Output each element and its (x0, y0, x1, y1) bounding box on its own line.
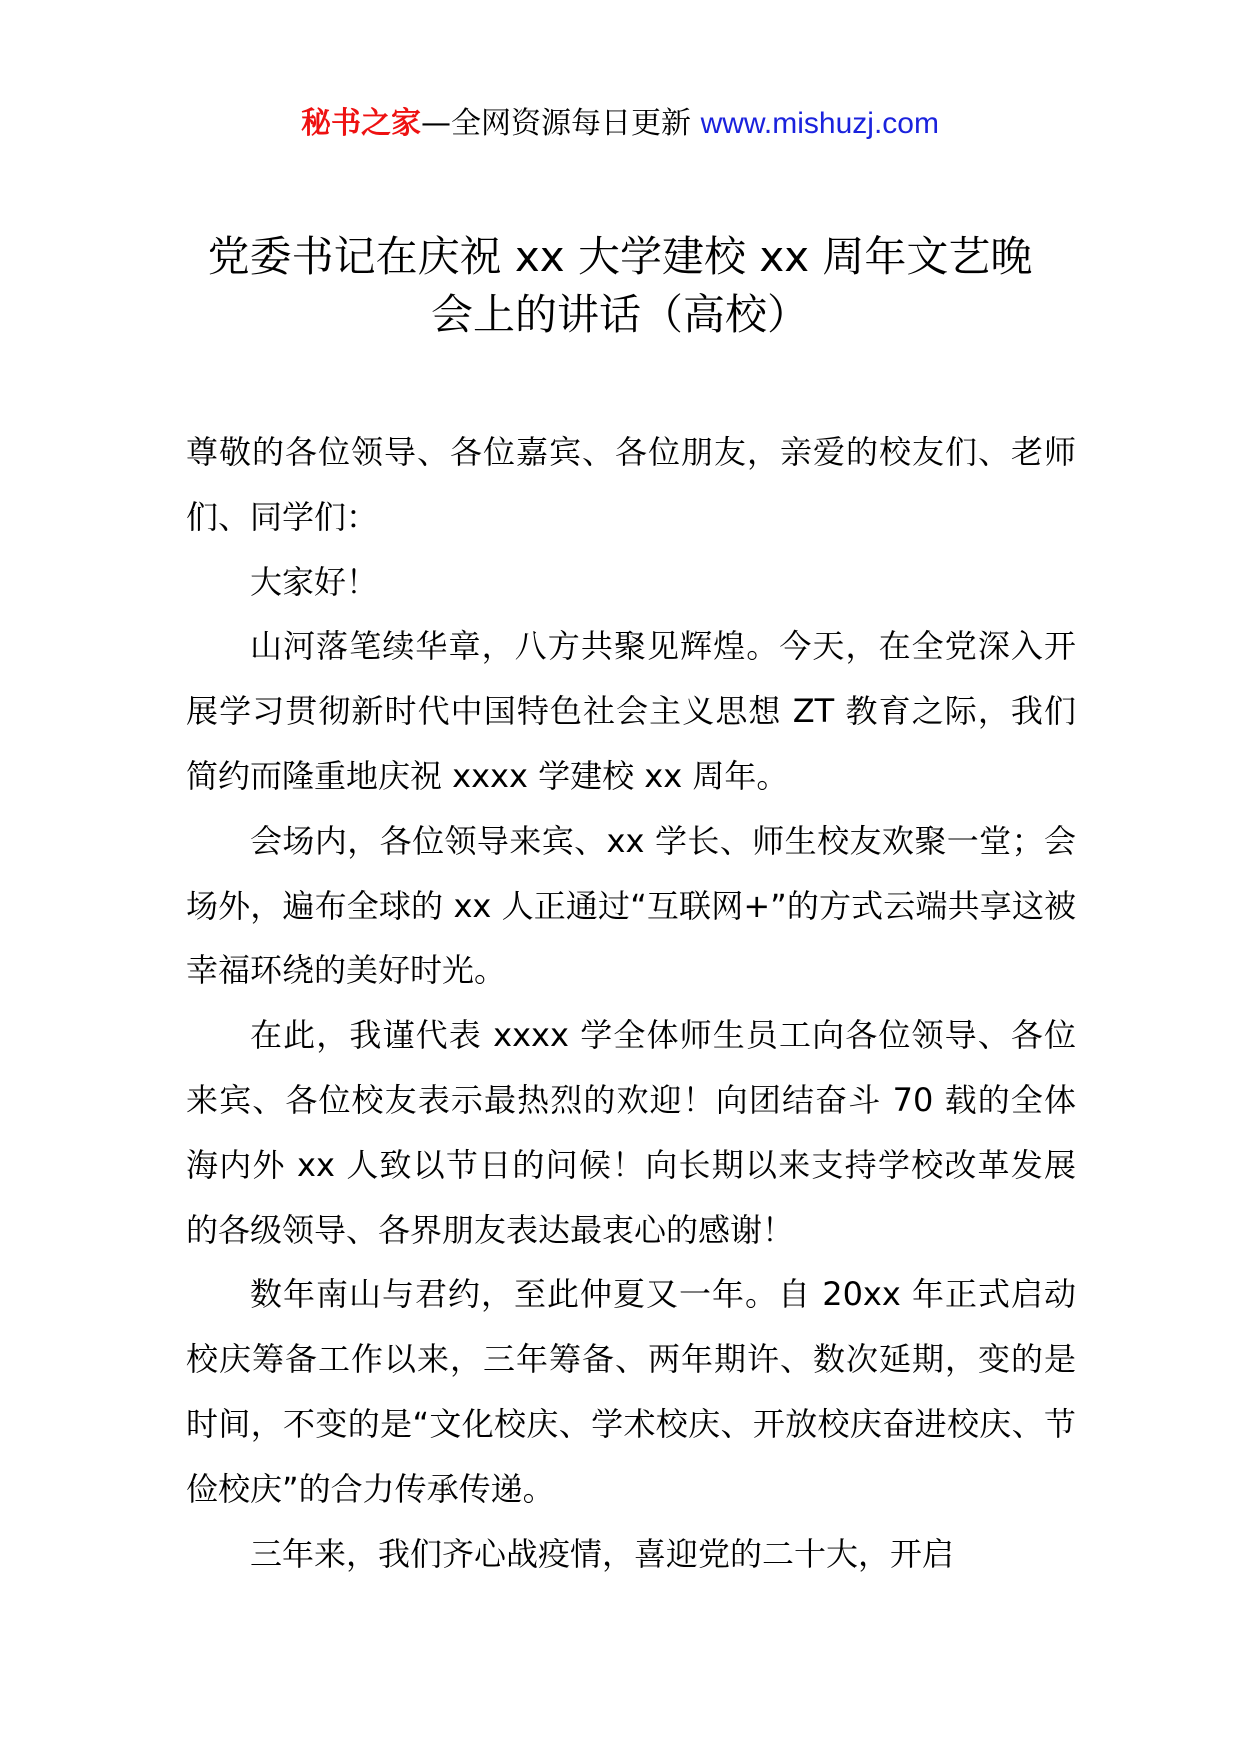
body-paragraph: 山河落笔续华章，八方共聚见辉煌。今天，在全党深入开展学习贯彻新时代中国特色社会主义思想 ZT 教育之际，我们简约而隆重地庆祝 xxxx 学建校 xx 周年。 (186, 627, 1076, 795)
body-paragraph: 三年来，我们齐心战疫情，喜迎党的二十大，开启 (250, 1534, 955, 1573)
site-header (0, 100, 1240, 148)
brand-name: 秘书之家 (301, 106, 422, 141)
body-paragraph: 在此，我谨代表 xxxx 学全体师生员工向各位领导、各位来宾、各位校友表示最热烈的欢迎！向团结奋斗 70 载的全体海内外 xx 人致以节日的问候！向长期以来支持学校改革发展的各级领导、各界朋友表达最衷心的感谢！ (186, 1016, 1076, 1249)
title-line-2: 会上的讲话（高校） (430, 290, 809, 339)
body-paragraph: 会场内，各位领导来宾、xx 学长、师生校友欢聚一堂；会场外，遍布全球的 xx 人正通过“互联网+”的方式云端共享这被幸福环绕的美好时光。 (186, 821, 1076, 990)
greeting-paragraph: 大家好！ (250, 562, 379, 601)
body-paragraph: 数年南山与君约，至此仲夏又一年。自 20xx 年正式启动校庆筹备工作以来，三年筹备、两年期许、数次延期，变的是时间，不变的是“文化校庆、学术校庆、开放校庆奋进校庆、节俭校庆”的合力传承传递。 (186, 1275, 1076, 1508)
document-title (160, 228, 1080, 344)
salutation-paragraph: 尊敬的各位领导、各位嘉宾、各位朋友，亲爱的校友们、老师们、同学们： (186, 433, 1076, 536)
header-slogan: —全网资源每日更新 (421, 106, 692, 141)
site-url-link[interactable]: www.mishuzj.com (700, 107, 939, 140)
document-body (186, 420, 1076, 1586)
title-line-1: 党委书记在庆祝 xx 大学建校 xx 周年文艺晚 (207, 232, 1033, 281)
